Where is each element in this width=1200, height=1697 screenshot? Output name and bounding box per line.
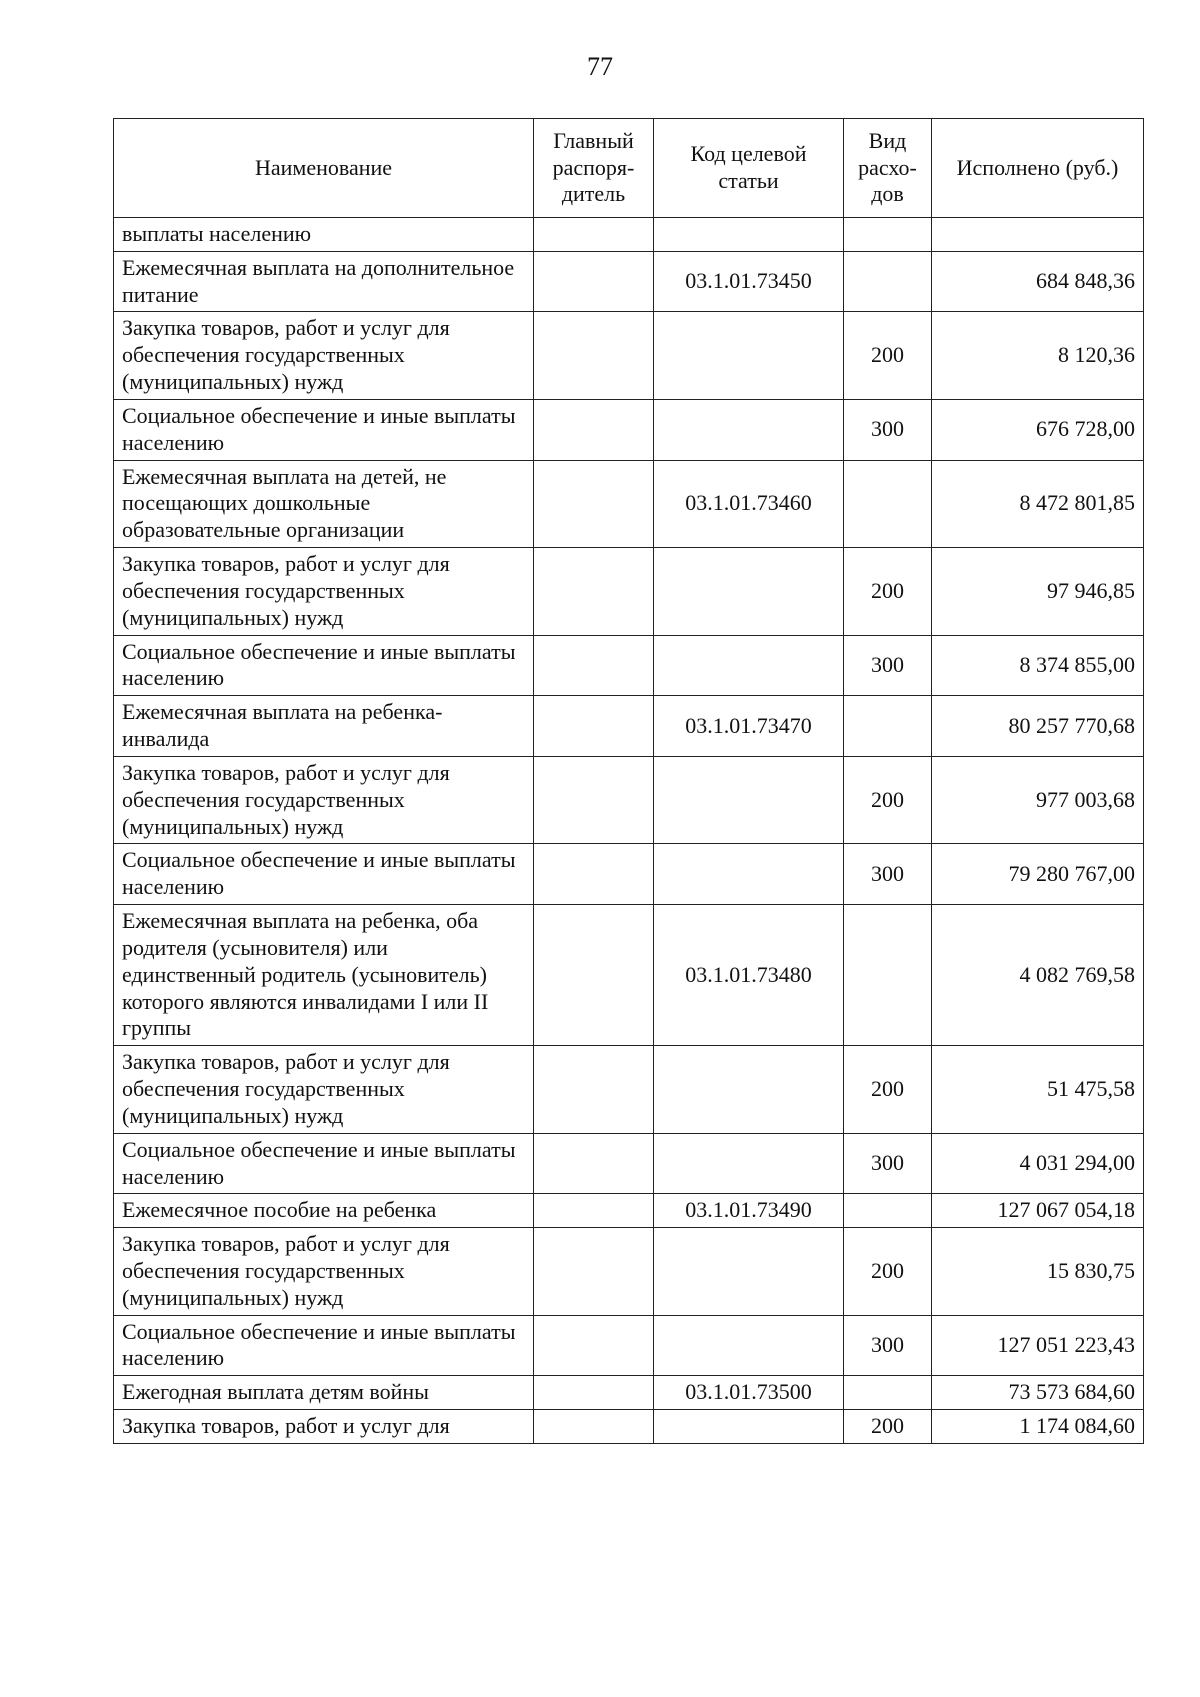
cell-amount: 8 120,36: [932, 312, 1144, 399]
cell-name: Социальное обеспечение и иные выплаты населению: [114, 635, 534, 696]
cell-admin: [534, 1315, 654, 1376]
cell-code: [654, 1228, 844, 1315]
cell-amount: 79 280 767,00: [932, 844, 1144, 905]
cell-code: [654, 1410, 844, 1444]
cell-amount: 51 475,58: [932, 1046, 1144, 1133]
cell-name: Закупка товаров, работ и услуг для обеспечения государственных (муниципальных) нужд: [114, 1228, 534, 1315]
table-row: [114, 1376, 1144, 1410]
cell-admin: [534, 1410, 654, 1444]
cell-admin: [534, 1046, 654, 1133]
table-row: [114, 218, 1144, 252]
cell-amount: [932, 218, 1144, 252]
cell-name: Социальное обеспечение и иные выплаты населению: [114, 844, 534, 905]
table-row: [114, 399, 1144, 460]
cell-kind: [844, 905, 932, 1046]
cell-kind: 200: [844, 548, 932, 635]
budget-table: [113, 118, 1144, 1444]
header-amount: Исполнено (руб.): [932, 119, 1144, 218]
cell-amount: 15 830,75: [932, 1228, 1144, 1315]
cell-name: Ежегодная выплата детям войны: [114, 1376, 534, 1410]
cell-name: Закупка товаров, работ и услуг для обеспечения государственных (муниципальных) нужд: [114, 312, 534, 399]
cell-admin: [534, 548, 654, 635]
cell-admin: [534, 1228, 654, 1315]
cell-name: Закупка товаров, работ и услуг для обеспечения государственных (муниципальных) нужд: [114, 1046, 534, 1133]
cell-amount: 127 051 223,43: [932, 1315, 1144, 1376]
cell-name: Ежемесячное пособие на ребенка: [114, 1194, 534, 1228]
cell-amount: 4 031 294,00: [932, 1133, 1144, 1194]
cell-admin: [534, 1194, 654, 1228]
table-row: [114, 696, 1144, 757]
table-row: [114, 1194, 1144, 1228]
cell-amount: 80 257 770,68: [932, 696, 1144, 757]
table-row: [114, 1315, 1144, 1376]
table-row: [114, 251, 1144, 312]
cell-admin: [534, 312, 654, 399]
table-row: [114, 1228, 1144, 1315]
cell-amount: 1 174 084,60: [932, 1410, 1144, 1444]
cell-amount: 676 728,00: [932, 399, 1144, 460]
cell-code: 03.1.01.73450: [654, 251, 844, 312]
cell-admin: [534, 1376, 654, 1410]
cell-code: [654, 548, 844, 635]
cell-code: [654, 218, 844, 252]
cell-code: [654, 1133, 844, 1194]
cell-kind: [844, 218, 932, 252]
header-row: [114, 119, 1144, 218]
cell-code: [654, 312, 844, 399]
cell-kind: 200: [844, 1410, 932, 1444]
cell-name: Социальное обеспечение и иные выплаты населению: [114, 399, 534, 460]
cell-kind: 200: [844, 312, 932, 399]
header-code: Код целевой статьи: [654, 119, 844, 218]
cell-admin: [534, 756, 654, 843]
cell-name: Закупка товаров, работ и услуг для: [114, 1410, 534, 1444]
cell-kind: 300: [844, 844, 932, 905]
cell-code: [654, 635, 844, 696]
cell-kind: 200: [844, 1046, 932, 1133]
cell-kind: 300: [844, 1315, 932, 1376]
cell-amount: 127 067 054,18: [932, 1194, 1144, 1228]
cell-code: 03.1.01.73460: [654, 460, 844, 547]
cell-admin: [534, 399, 654, 460]
cell-admin: [534, 460, 654, 547]
cell-amount: 977 003,68: [932, 756, 1144, 843]
cell-code: 03.1.01.73480: [654, 905, 844, 1046]
cell-name: выплаты населению: [114, 218, 534, 252]
page-number: 77: [587, 52, 613, 81]
table-row: [114, 1133, 1144, 1194]
cell-amount: 8 472 801,85: [932, 460, 1144, 547]
cell-code: [654, 399, 844, 460]
cell-amount: 73 573 684,60: [932, 1376, 1144, 1410]
table-body: [114, 218, 1144, 1444]
table-row: [114, 460, 1144, 547]
cell-kind: [844, 1376, 932, 1410]
cell-name: Ежемесячная выплата на дополнительное питание: [114, 251, 534, 312]
cell-kind: [844, 251, 932, 312]
cell-admin: [534, 1133, 654, 1194]
table-row: [114, 635, 1144, 696]
cell-name: Ежемесячная выплата на ребенка-инвалида: [114, 696, 534, 757]
cell-amount: 97 946,85: [932, 548, 1144, 635]
table-row: [114, 756, 1144, 843]
table-header: [114, 119, 1144, 218]
header-name: Наименование: [114, 119, 534, 218]
cell-code: [654, 1046, 844, 1133]
cell-code: 03.1.01.73500: [654, 1376, 844, 1410]
cell-kind: [844, 1194, 932, 1228]
cell-name: Закупка товаров, работ и услуг для обеспечения государственных (муниципальных) нужд: [114, 548, 534, 635]
cell-code: 03.1.01.73470: [654, 696, 844, 757]
cell-code: [654, 1315, 844, 1376]
table-row: [114, 1410, 1144, 1444]
cell-admin: [534, 251, 654, 312]
cell-name: Ежемесячная выплата на детей, не посещающих дошкольные образовательные организации: [114, 460, 534, 547]
table-row: [114, 312, 1144, 399]
table-row: [114, 905, 1144, 1046]
cell-kind: 300: [844, 635, 932, 696]
cell-name: Социальное обеспечение и иные выплаты населению: [114, 1133, 534, 1194]
cell-code: [654, 756, 844, 843]
cell-code: [654, 844, 844, 905]
table-row: [114, 548, 1144, 635]
header-admin: Главный распоря-дитель: [534, 119, 654, 218]
cell-admin: [534, 844, 654, 905]
cell-admin: [534, 696, 654, 757]
cell-amount: 4 082 769,58: [932, 905, 1144, 1046]
cell-name: Социальное обеспечение и иные выплаты населению: [114, 1315, 534, 1376]
cell-admin: [534, 905, 654, 1046]
cell-kind: 200: [844, 1228, 932, 1315]
cell-kind: [844, 696, 932, 757]
cell-code: 03.1.01.73490: [654, 1194, 844, 1228]
table-row: [114, 1046, 1144, 1133]
cell-kind: 300: [844, 399, 932, 460]
cell-kind: 300: [844, 1133, 932, 1194]
cell-kind: 200: [844, 756, 932, 843]
cell-name: Ежемесячная выплата на ребенка, оба родителя (усыновителя) или единственный родитель (усыновитель) которого являются инвалидами I или II группы: [114, 905, 534, 1046]
cell-kind: [844, 460, 932, 547]
cell-amount: 8 374 855,00: [932, 635, 1144, 696]
cell-admin: [534, 218, 654, 252]
table-row: [114, 844, 1144, 905]
cell-admin: [534, 635, 654, 696]
cell-amount: 684 848,36: [932, 251, 1144, 312]
cell-name: Закупка товаров, работ и услуг для обеспечения государственных (муниципальных) нужд: [114, 756, 534, 843]
header-kind: Вид расхо-дов: [844, 119, 932, 218]
